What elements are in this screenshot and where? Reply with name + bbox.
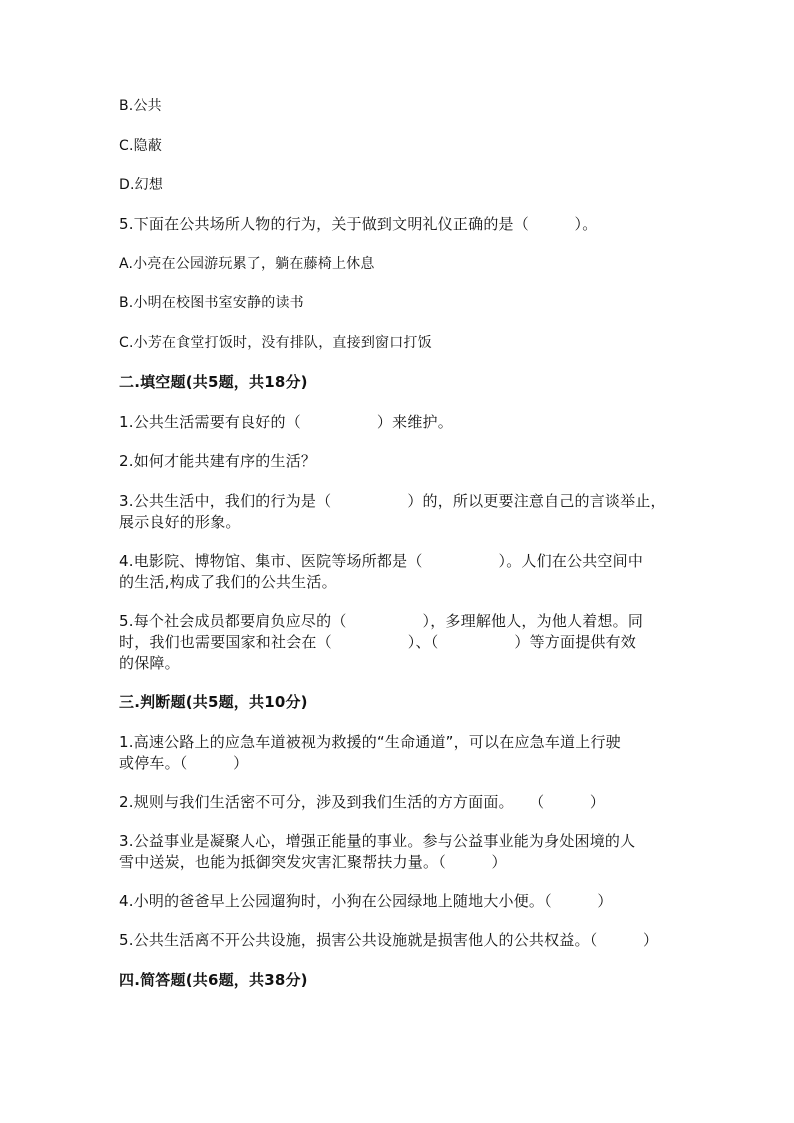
judge-q4: 4.小明的爸爸早上公园遛狗时，小狗在公园绿地上随地大小便。（ ） (119, 892, 613, 910)
judge-q1-line1: 1.高速公路上的应急车道被视为救援的“生命通道”，可以在应急车道上行驶 (119, 733, 621, 751)
q5-stem: 5.下面在公共场所人物的行为，关于做到文明礼仪正确的是（ ）。 (119, 215, 598, 233)
section-judgement-heading: 三.判断题(共5题，共10分) (119, 693, 308, 711)
section-short-answer-heading: 四.简答题(共6题，共38分) (119, 971, 308, 989)
q5-option-a: A.小亮在公园游玩累了，躺在藤椅上休息 (119, 256, 375, 272)
fill-q3-line2: 展示良好的形象。 (119, 513, 241, 531)
fill-q3-line1: 3.公共生活中，我们的行为是（ ）的，所以更要注意自己的言谈举止， (119, 492, 666, 510)
fill-q1: 1.公共生活需要有良好的（ ）来维护。 (119, 413, 453, 431)
q5-option-c: C.小芳在食堂打饭时，没有排队，直接到窗口打饭 (119, 335, 432, 351)
q5-option-b: B.小明在校图书室安静的读书 (119, 295, 304, 311)
section-fill-in-heading: 二.填空题(共5题，共18分) (119, 373, 308, 391)
judge-q2: 2.规则与我们生活密不可分，涉及到我们生活的方方面面。 （ ） (119, 793, 606, 811)
fill-q4-line2: 的生活,构成了我们的公共生活。 (119, 573, 337, 591)
fill-q5-line3: 的保障。 (119, 654, 180, 672)
fill-q5-line2: 时，我们也需要国家和社会在（ ）、（ ）等方面提供有效 (119, 633, 637, 651)
judge-q3-line1: 3.公益事业是凝聚人心，增强正能量的事业。参与公益事业能为身处困境的人 (119, 832, 636, 850)
fill-q4-line1: 4.电影院、博物馆、集市、医院等场所都是（ ）。人们在公共空间中 (119, 552, 644, 570)
judge-q3-line2: 雪中送炭，也能为抵御突发灾害汇聚帮扶力量。（ ） (119, 853, 507, 871)
fill-q5-line1: 5.每个社会成员都要肩负应尽的（ ），多理解他人，为他人着想。同 (119, 612, 644, 630)
judge-q5: 5.公共生活离不开公共设施，损害公共设施就是损害他人的公共权益。（ ） (119, 931, 659, 949)
q4-option-b: B.公共 (119, 98, 162, 114)
judge-q1-line2: 或停车。（ ） (119, 754, 249, 772)
q4-option-c: C.隐蔽 (119, 138, 163, 154)
q4-option-d: D.幻想 (119, 177, 164, 193)
fill-q2: 2.如何才能共建有序的生活？ (119, 452, 317, 470)
